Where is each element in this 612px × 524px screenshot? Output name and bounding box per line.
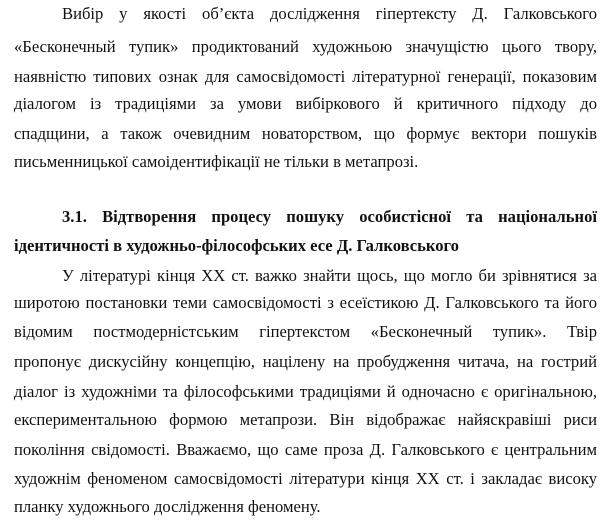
paragraph1-line-5: спадщини, а також очевидним новаторством, що формує вектори пошуків bbox=[14, 124, 597, 143]
paragraph1-line-4: діалогом із традиціями за умови вибіркового й критичного підходу до bbox=[14, 94, 597, 113]
paragraph2-line-7: покоління свідомості. Вважаємо, що саме проза Д. Галковського є центральним bbox=[14, 440, 597, 459]
paragraph2-line-2: широтою постановки теми самосвідомості з есеїстикою Д. Галковського та його bbox=[14, 293, 597, 312]
paragraph2-line-3: відомим постмодерністським гіпертекстом «Бесконечный тупик». Твір bbox=[14, 322, 597, 341]
paragraph1-line-1: Вибір у якості об’єкта дослідження гіпертексту Д. Галковського bbox=[62, 4, 597, 23]
paragraph1-line-2: «Бесконечный тупик» продиктований художньою значущістю цього твору, bbox=[14, 37, 597, 56]
paragraph2-line-8: художнім феноменом самосвідомості літератури кінця ХХ ст. і закладає високу bbox=[14, 469, 597, 488]
paragraph2-line-1: У літературі кінця ХХ ст. важко знайти щось, що могло би зрівнятися за bbox=[62, 266, 597, 285]
paragraph2-line-6: експериментальною формою метапрози. Він відображає найяскравіші риси bbox=[14, 410, 597, 429]
paragraph2-line-4: пропонує дискусійну концепцію, націлену на пробудження читача, на гострий bbox=[14, 352, 597, 371]
paragraph1-line-3: наявністю типових ознак для самосвідомості літературної генерації, показовим bbox=[14, 67, 597, 86]
paragraph2-line-9: планку художнього дослідження феномену. bbox=[14, 497, 321, 516]
section-heading-line-2: ідентичності в художньо-філософських есе Д. Галковського bbox=[14, 236, 459, 255]
paragraph2-line-5: діалог із художніми та філософськими традиціями й одночасно є оригінальною, bbox=[14, 382, 597, 401]
paragraph1-line-6: письменницької самоідентифікації не тільки в метапрозі. bbox=[14, 152, 419, 171]
section-heading-line-1: 3.1. Відтворення процесу пошуку особистісної та національної bbox=[62, 207, 597, 226]
